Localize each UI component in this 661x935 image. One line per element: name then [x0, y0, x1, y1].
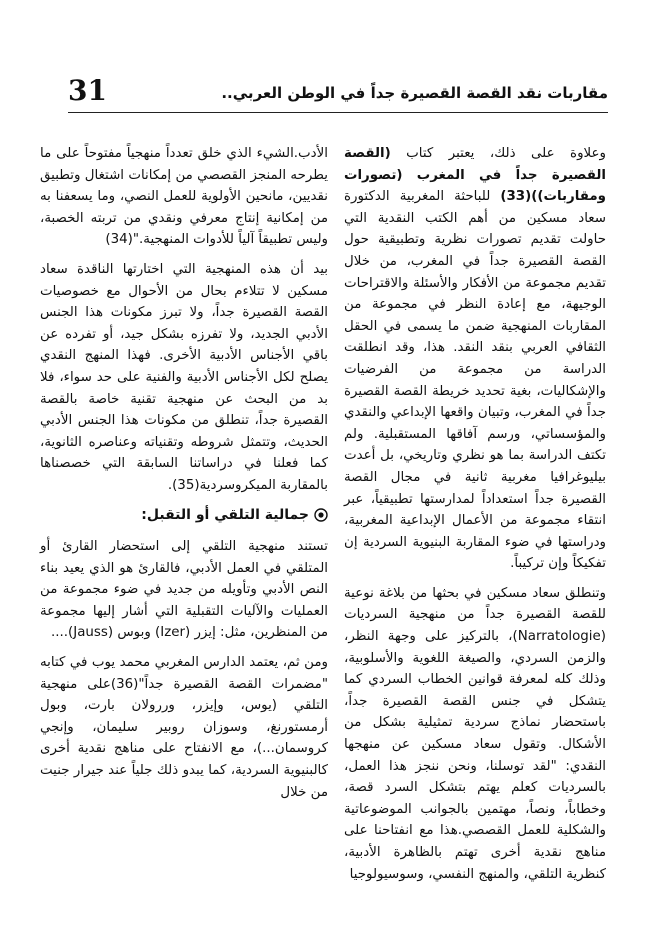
paragraph: ومن ثم، يعتمد الدارس المغربي محمد يوب في كتابه "مضمرات القصة القصيرة جداً"(36)على منهجية التلقي (يوس، وإيزر، وررولان بارت، وبول أرمستورنغ، وسوزان روبير سليمان، وإنجي كروسمان...)، مع الانفتاح على مناهج نقدية أخرى كالبنيوية السردية، كما يبدو ذلك جلياً عند جيرار جنيت من خلال: [40, 655, 328, 800]
paragraph: وتنطلق سعاد مسكين في بحثها من بلاغة نوعية للقصة القصيرة جداً من منهجية السرديات (Narratologie)، بالتركيز على وجهة النظر، والزمن السردي، والصيغة اللغوية والأسلوبية، وذلك كله لمعرفة قوانين الخطاب السردي كما يتشكل في جنس القصة القصيرة جداً، باستحضار نماذج سردية تمثيلية بشكل من الأشكال. وتقول سعاد مسكين عن منهجها النقدي: "لقد توسلنا، ونحن ننجز هذا العمل، بالسرديات كعلم يهتم بتشكل السرد قصة، وخطاباً، ونصاً، مهتمين بالجوانب الموضوعاتية والشكلية للعمل القصصي.هذا مع انفتاحنا على مناهج نقدية أخرى تهتم بالظاهرة الأدبية، كنظرية التلقي، والمنهج النفسي، وسوسيولوجيا: [344, 585, 606, 882]
section-heading-text: جمالية التلقي أو التقبل:: [141, 506, 309, 523]
running-title: مقاربات نقد القصة القصيرة جداً في الوطن العربي..: [221, 84, 608, 102]
page-header: [68, 70, 608, 113]
section-heading: [40, 505, 328, 527]
paragraph: [344, 143, 606, 575]
paragraph: بيد أن هذه المنهجية التي اختارتها الناقدة سعاد مسكين لا تتلاءم بحال من الأحوال مع خصوصيات القصة القصيرة جداً، ولا تبرز مكونات هذا الجنس الأدبي الجديد، ولا تفرزه بشكل جيد، أو تفرده عن باقي الأجناس الأدبية الأخرى. فهذا المنهج النقدي يصلح لكل الأجناس الأدبية والفنية على حد سواء، فلا بد من البحث عن منهجية تقنية خاصة بالقصة القصيرة جداً، تنطلق من مكونات هذا الجنس الأدبي الحديث، وتتمثل شروطه وتقنياته وعناصره الثانوية، كما فعلنا في دراساتنا السابقة التي خصصناها بالمقاربة الميكروسردية(35).: [40, 261, 328, 493]
right-column: [344, 143, 606, 893]
book-title: (القصة القصيرة جداً في المغرب (تصورات ومقاربات))(33): [344, 146, 606, 205]
paragraph: الأدب.الشيء الذي خلق تعدداً منهجياً مفتوحاً على ما يطرحه المنجز القصصي من إمكانات اشتغال وتطبيق نقديين، مانحين الأولوية للعمل النصي، وما يسعفنا به من إمكانية إنتاج معرفي ونقدي من تربته الخصبة، وليس تطبيقاً آلياً للأدوات المنهجية."(34): [40, 146, 328, 248]
paragraph: تستند منهجية التلقي إلى استحضار القارئ أو المتلقي في العمل الأدبي، فالقارئ هو الذي يعيد بناء النص الأدبي وتأويله من جديد في ضوء مجموعة من العمليات والآليات التقبلية التي أشار إليها مجموعة من المنظرين، مثل: إيزر (Izer) وبوس (Jauss)....: [40, 539, 328, 641]
paragraph-intro: وعلاوة على ذلك، يعتبر كتاب: [390, 146, 606, 161]
left-column: [40, 143, 328, 811]
paragraph-body: للباحثة المغربية الدكتورة سعاد مسكين من أهم الكتب النقدية التي حاولت تقديم تصورات نظرية وتطبيقية حول القصة القصيرة جداً في المغرب، من خلال تقديم مجموعة من الأفكار والأسئلة والاقتراحات الوجيهة، مع إعادة النظر في مجموعة من المقاربات المنهجية ضمن ما يسمى في الحقل الثقافي العربي بنقد النقد. هذا، وقد انطلقت الدراسة من مجموعة من الفرضيات والإشكاليات، بغية تحديد خريطة القصة القصيرة جداً في المغرب، وتبيان واقعها الإبداعي والنقدي والمؤسساتي، ورسم آفاقها المستقبلية. ولم تكتف الدراسة بما هو نظري وتاريخي، بل أعدت بيليوغرافيا مغربية ثانية في مجال القصة القصيرة جداً استعداداً لمدارستها تطبيقياً، عبر انتقاء مجموعة من الأعمال الإبداعية المغربية، ودراستها في ضوء المقاربة البنيوية السردية إن تفكيكاً وإن تركيباً.: [344, 189, 606, 572]
target-bullet-icon: [314, 508, 328, 522]
page-number: 31: [68, 74, 107, 107]
